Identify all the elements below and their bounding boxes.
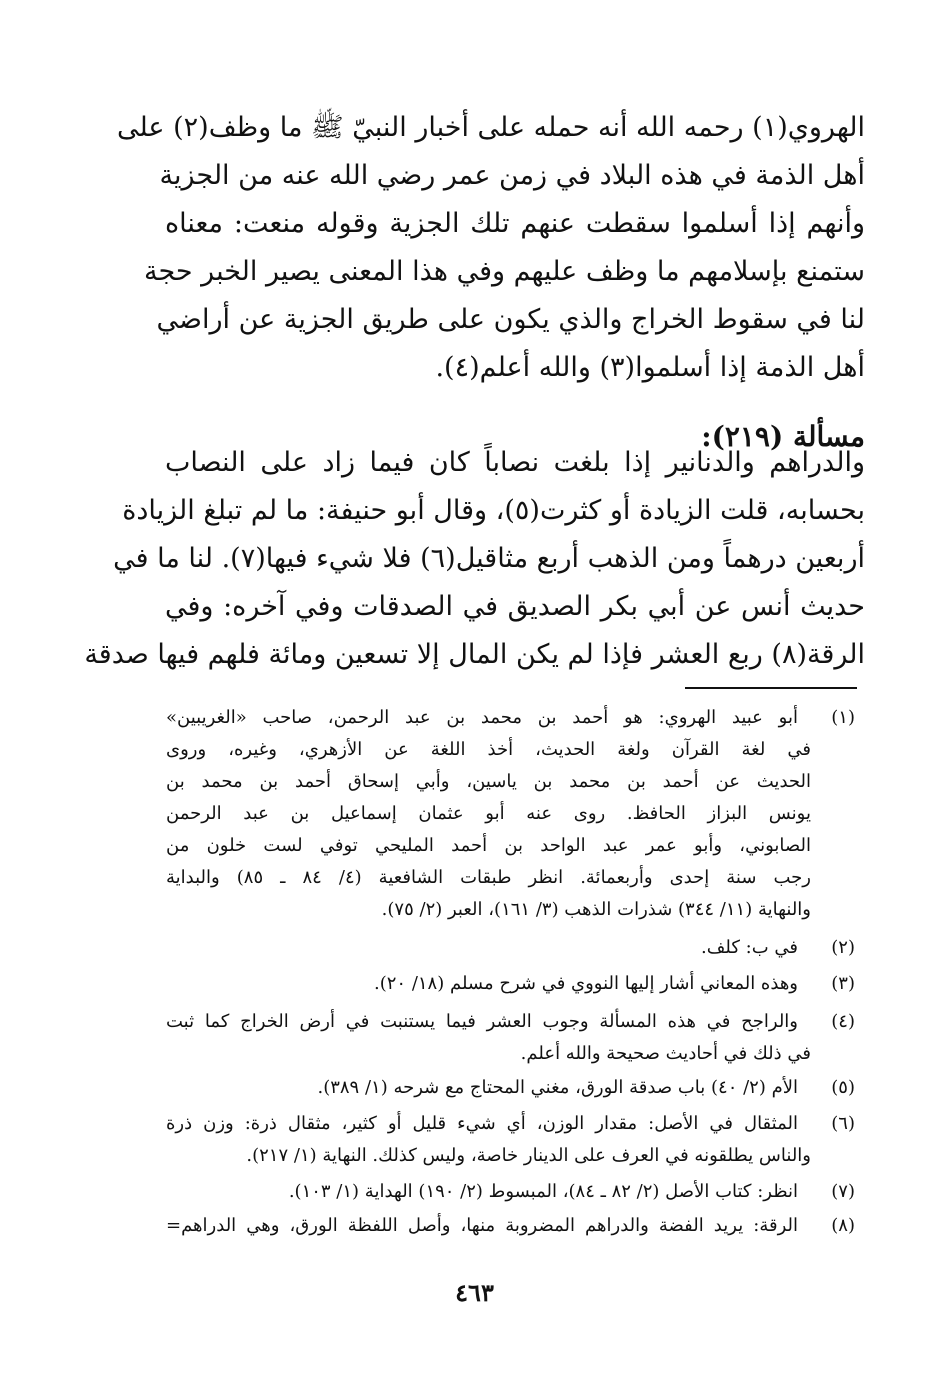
footnote-line: أبو عبيد الهروي: هو أحمد بن محمد بن عبد الرحمن، صاحب «الغريبين» bbox=[166, 707, 798, 728]
section-line: الرقة(٨) ربع العشر فإذا لم يكن المال إلا تسعين ومائة فلهم فيها صدقة bbox=[84, 639, 865, 670]
footnote-number: (٦) bbox=[831, 1113, 855, 1134]
footnote-number: (٥) bbox=[831, 1077, 855, 1098]
main-line: الهروي(١) رحمه الله أنه حمله على أخبار النبيّ ﷺ ما وظف(٢) على bbox=[116, 112, 865, 143]
footnote-line: والنهاية (١١/ ٣٤٤) شذرات الذهب (٣/ ١٦١)، العبر (٢/ ٧٥). bbox=[381, 899, 811, 920]
main-line: أهل الذمة في هذه البلاد في زمن عمر رضي الله عنه من الجزية bbox=[159, 160, 865, 191]
section-line: حديث أنس عن أبي بكر الصديق في الصدقات وفي آخره: وفي bbox=[165, 591, 865, 622]
main-line: وأنهم إذا أسلموا سقطت عنهم تلك الجزية وقوله منعت: معناه bbox=[165, 208, 865, 239]
footnote-line: وهذه المعاني أشار إليها النووي في شرح مسلم (١٨/ ٢٠). bbox=[374, 973, 798, 994]
footnote-line: في ذلك في أحاديث صحيحة والله أعلم. bbox=[520, 1043, 811, 1064]
footnote-line: الصابوني، وأبو عمر عبد الواحد بن أحمد المليحي توفي لست خلون من bbox=[166, 835, 811, 856]
footnote-separator bbox=[685, 687, 857, 689]
footnote-line: في لغة القرآن ولغة الحديث، أخذ اللغة عن الأزهري، وغيره، وروى bbox=[166, 739, 811, 760]
main-line: ستمنع بإسلامهم ما وظف عليهم وفي هذا المعنى يصير الخبر حجة bbox=[144, 256, 865, 287]
footnote-number: (٣) bbox=[831, 973, 855, 994]
section-heading: مسألة (٢١٩): bbox=[701, 420, 865, 453]
section-line: أربعين درهماً ومن الذهب أربع مثاقيل(٦) فلا شيء فيها(٧). لنا ما في bbox=[113, 543, 865, 574]
footnote-line: رجب سنة إحدى وأربعمائة. انظر طبقات الشافعية (٤/ ٨٤ ـ ٨٥) والبداية bbox=[166, 867, 811, 888]
footnote-line: في ب: كلف. bbox=[701, 937, 798, 958]
main-paragraph bbox=[116, 103, 865, 403]
footnote-line: والناس يطلقونه في العرف على الدينار خاصة، وليس كذلك. النهاية (١/ ٢١٧). bbox=[246, 1145, 811, 1166]
footnote-number: (٢) bbox=[831, 937, 855, 958]
page-number: ٤٦٣ bbox=[455, 1278, 494, 1307]
main-line: أهل الذمة إذا أسلموا(٣) والله أعلم(٤). bbox=[435, 352, 865, 383]
footnote-number: (٧) bbox=[831, 1181, 855, 1202]
footnote-line: الحديث عن أحمد بن محمد بن ياسين، وأبي إسحاق أحمد بن محمد بن bbox=[166, 771, 811, 792]
footnote-line: الأم (٢/ ٤٠) باب صدقة الورق، مغني المحتاج مع شرحه (١/ ٣٨٩). bbox=[317, 1077, 798, 1098]
footnote-line: انظر: كتاب الأصل (٢/ ٨٢ ـ ٨٤)، المبسوط (٢/ ١٩٠) الهداية (١/ ١٠٣). bbox=[288, 1181, 798, 1202]
footnote-line: والراجح في هذه المسألة وجوب العشر فيما يستنبت في أرض الخراج كما ثبت bbox=[166, 1011, 798, 1032]
section-line: بحسابه، قلت الزيادة أو كثرت(٥)، وقال أبو حنيفة: ما لم تبلغ الزيادة bbox=[122, 495, 865, 526]
footnote-number: (٨) bbox=[831, 1215, 855, 1236]
footnote-number: (١) bbox=[831, 707, 855, 728]
section-line: والدراهم والدنانير إذا بلغت نصاباً كان فيما زاد على النصاب bbox=[165, 447, 865, 478]
footnote-line: المثقال في الأصل: مقدار الوزن، أي شيء قليل أو كثير، مثقال ذرة: وزن ذرة bbox=[166, 1113, 798, 1134]
section-paragraph bbox=[84, 438, 865, 688]
footnote-line: يونس البزاز الحافظ. روى عنه أبو عثمان إسماعيل بن عبد الرحمن bbox=[166, 803, 811, 824]
main-line: لنا في سقوط الخراج والذي يكون على طريق الجزية عن أراضي bbox=[156, 304, 865, 335]
footnote-number: (٤) bbox=[831, 1011, 855, 1032]
footnote-line: الرقة: يريد الفضة والدراهم المضروبة منها، وأصل اللفظة الورق، وهي الدراهم= bbox=[166, 1215, 798, 1236]
